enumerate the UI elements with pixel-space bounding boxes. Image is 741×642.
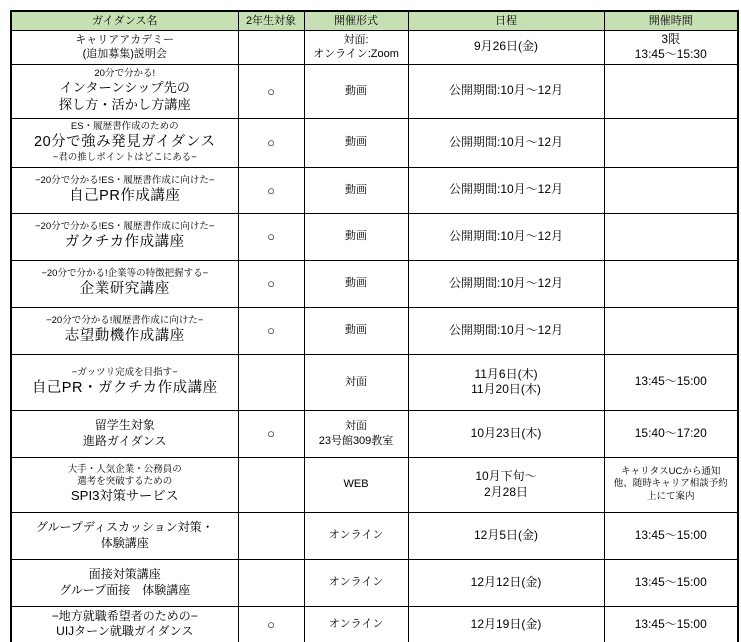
cell-time <box>604 410 738 457</box>
cell-schedule <box>408 559 604 606</box>
name-line: 自己PR・ガクチカ作成講座 <box>31 379 218 396</box>
format-line: オンライン <box>328 576 384 589</box>
table-row <box>11 410 738 457</box>
table-row <box>11 260 738 307</box>
cell-time <box>604 606 738 642</box>
cell-schedule <box>408 167 604 213</box>
cell-name <box>11 118 238 167</box>
time-line: 3限 <box>661 31 681 46</box>
format-line: 動画 <box>345 324 367 337</box>
cell-target: ○ <box>238 167 304 213</box>
column-header-3: 日程 <box>408 11 604 30</box>
name-line: −20分で分かる!ES・履歴書作成に向けた− <box>35 174 215 186</box>
name-line: SPI3対策サービス <box>70 488 179 504</box>
format-line: 対面: <box>343 33 369 46</box>
cell-time <box>604 512 738 559</box>
column-header-1: 2年生対象 <box>238 11 304 30</box>
table-row <box>11 118 738 167</box>
cell-format <box>304 30 408 64</box>
cell-format <box>304 354 408 410</box>
cell-schedule <box>408 260 604 307</box>
time-line: 15:40～17:20 <box>634 425 707 440</box>
cell-format <box>304 512 408 559</box>
cell-name <box>11 64 238 118</box>
name-line: 探し方・活かし方講座 <box>58 97 191 113</box>
name-line: (追加募集)説明会 <box>82 48 167 60</box>
cell-name <box>11 559 238 606</box>
cell-schedule <box>408 64 604 118</box>
cell-name <box>11 307 238 354</box>
cell-time <box>604 118 738 167</box>
name-line: ES・履歴書作成のための <box>70 121 179 133</box>
name-line: −地方就職希望者のための− <box>51 608 198 623</box>
name-line: −20分で分かる!企業等の特徴把握する− <box>41 268 209 280</box>
table-row <box>11 606 738 642</box>
schedule-line: 10月下旬～ <box>475 469 537 484</box>
schedule-line: 11月6日(木) <box>474 366 538 381</box>
guidance-table-body <box>11 30 738 642</box>
format-line: 対面 <box>345 420 367 433</box>
name-line: 進路ガイダンス <box>83 433 167 448</box>
time-line: 13:45～15:00 <box>634 527 707 542</box>
cell-time <box>604 30 738 64</box>
table-row <box>11 167 738 213</box>
schedule-line: 10月23日(木) <box>470 425 542 440</box>
cell-target: ○ <box>238 307 304 354</box>
name-line: −20分で分かる!履歴書作成に向けた− <box>46 315 204 327</box>
column-header-4: 開催時間 <box>604 11 738 30</box>
cell-schedule <box>408 410 604 457</box>
cell-time <box>604 307 738 354</box>
time-line: 13:45～15:00 <box>634 574 707 589</box>
format-line: 動画 <box>345 183 367 196</box>
column-header-2: 開催形式 <box>304 11 408 30</box>
name-line: インターンシップ先の <box>59 80 190 96</box>
cell-time <box>604 457 738 512</box>
table-row <box>11 64 738 118</box>
cell-schedule <box>408 354 604 410</box>
cell-target: ○ <box>238 260 304 307</box>
schedule-line: 12月5日(金) <box>473 527 538 542</box>
name-line: 企業研究講座 <box>79 281 170 298</box>
cell-target <box>238 457 304 512</box>
name-line: キャリアアカデミー <box>75 33 175 46</box>
cell-target <box>238 30 304 64</box>
schedule-line: 9月26日(金) <box>473 39 538 54</box>
cell-name <box>11 457 238 512</box>
name-line: グループディスカッション対策・ <box>35 520 214 535</box>
format-line: 動画 <box>345 230 367 243</box>
format-line: 動画 <box>345 277 367 290</box>
cell-target: ○ <box>238 64 304 118</box>
schedule-line: 公開期間:10月～12月 <box>448 83 564 98</box>
guidance-schedule-table <box>10 10 739 642</box>
table-row <box>11 457 738 512</box>
name-line: 20分で分かる! <box>94 68 156 80</box>
table-row <box>11 307 738 354</box>
cell-schedule <box>408 457 604 512</box>
cell-schedule <box>408 30 604 64</box>
format-line: 対面 <box>345 375 367 388</box>
cell-format <box>304 559 408 606</box>
cell-schedule <box>408 606 604 642</box>
name-line: −20分で分かる!ES・履歴書作成に向けた− <box>35 221 215 233</box>
schedule-line: 公開期間:10月～12月 <box>448 275 564 290</box>
cell-time <box>604 260 738 307</box>
cell-target <box>238 354 304 410</box>
cell-name <box>11 213 238 260</box>
cell-time <box>604 64 738 118</box>
cell-name <box>11 30 238 64</box>
time-line: 上にて案内 <box>646 490 695 502</box>
cell-name <box>11 512 238 559</box>
table-row <box>11 30 738 64</box>
format-line: オンライン <box>328 529 384 542</box>
cell-name <box>11 606 238 642</box>
cell-target: ○ <box>238 410 304 457</box>
cell-time <box>604 167 738 213</box>
name-line: −ガッツリ完成を目指す− <box>71 366 178 378</box>
cell-format <box>304 606 408 642</box>
name-line: 面接対策講座 <box>88 567 161 582</box>
name-line: 志望動機作成講座 <box>64 328 185 345</box>
time-line: 他、随時キャリア相談予約 <box>613 478 728 490</box>
schedule-line: 12月19日(金) <box>470 616 542 631</box>
name-line: 留学生対象 <box>94 418 155 433</box>
name-line: 自己PR作成講座 <box>69 187 181 204</box>
schedule-line: 公開期間:10月～12月 <box>448 182 564 197</box>
table-header <box>11 11 738 30</box>
cell-name <box>11 410 238 457</box>
cell-format <box>304 307 408 354</box>
cell-time <box>604 559 738 606</box>
cell-format <box>304 167 408 213</box>
format-line: オンライン <box>328 618 384 631</box>
cell-name <box>11 354 238 410</box>
name-line: グループ面接 体験講座 <box>59 582 191 597</box>
cell-target <box>238 559 304 606</box>
cell-format <box>304 457 408 512</box>
cell-target: ○ <box>238 213 304 260</box>
format-line: 動画 <box>345 84 367 97</box>
name-line: −君の推しポイントはどこにある− <box>52 151 197 163</box>
name-line: 体験講座 <box>100 535 149 550</box>
cell-name <box>11 167 238 213</box>
schedule-line: 公開期間:10月～12月 <box>448 322 564 337</box>
name-line: 20分で強み発見ガイダンス <box>34 134 216 151</box>
header-row <box>11 11 738 30</box>
name-line: 選考を突破するための <box>77 476 173 488</box>
cell-schedule <box>408 213 604 260</box>
time-line: 13:45～15:30 <box>634 47 707 61</box>
cell-format <box>304 64 408 118</box>
format-line: 動画 <box>345 136 367 149</box>
format-line: オンライン:Zoom <box>313 48 399 60</box>
cell-schedule <box>408 307 604 354</box>
cell-time <box>604 213 738 260</box>
format-line: 23号館309教室 <box>318 434 394 447</box>
cell-name <box>11 260 238 307</box>
schedule-line: 11月20日(木) <box>471 382 541 396</box>
time-line: 13:45～15:00 <box>634 374 707 389</box>
format-line: WEB <box>343 478 369 491</box>
schedule-line: 公開期間:10月～12月 <box>448 134 564 149</box>
cell-time <box>604 354 738 410</box>
column-header-0: ガイダンス名 <box>11 11 238 30</box>
cell-schedule <box>408 512 604 559</box>
name-line: 大手・人気企業・公務員の <box>67 463 182 475</box>
table-row <box>11 512 738 559</box>
cell-target <box>238 512 304 559</box>
cell-target: ○ <box>238 118 304 167</box>
cell-format <box>304 118 408 167</box>
cell-target: ○ <box>238 606 304 642</box>
time-line: 13:45～15:00 <box>634 616 707 631</box>
cell-format <box>304 260 408 307</box>
name-line: ガクチカ作成講座 <box>64 234 185 251</box>
cell-schedule <box>408 118 604 167</box>
table-row <box>11 354 738 410</box>
schedule-line: 2月28日 <box>483 484 529 499</box>
cell-format <box>304 213 408 260</box>
cell-format <box>304 410 408 457</box>
table-row <box>11 213 738 260</box>
name-line: UIJターン就職ガイダンス <box>56 624 194 639</box>
schedule-line: 12月12日(金) <box>470 574 542 589</box>
table-row <box>11 559 738 606</box>
schedule-line: 公開期間:10月～12月 <box>448 228 564 243</box>
time-line: キャリタスUCから通知 <box>621 466 721 478</box>
